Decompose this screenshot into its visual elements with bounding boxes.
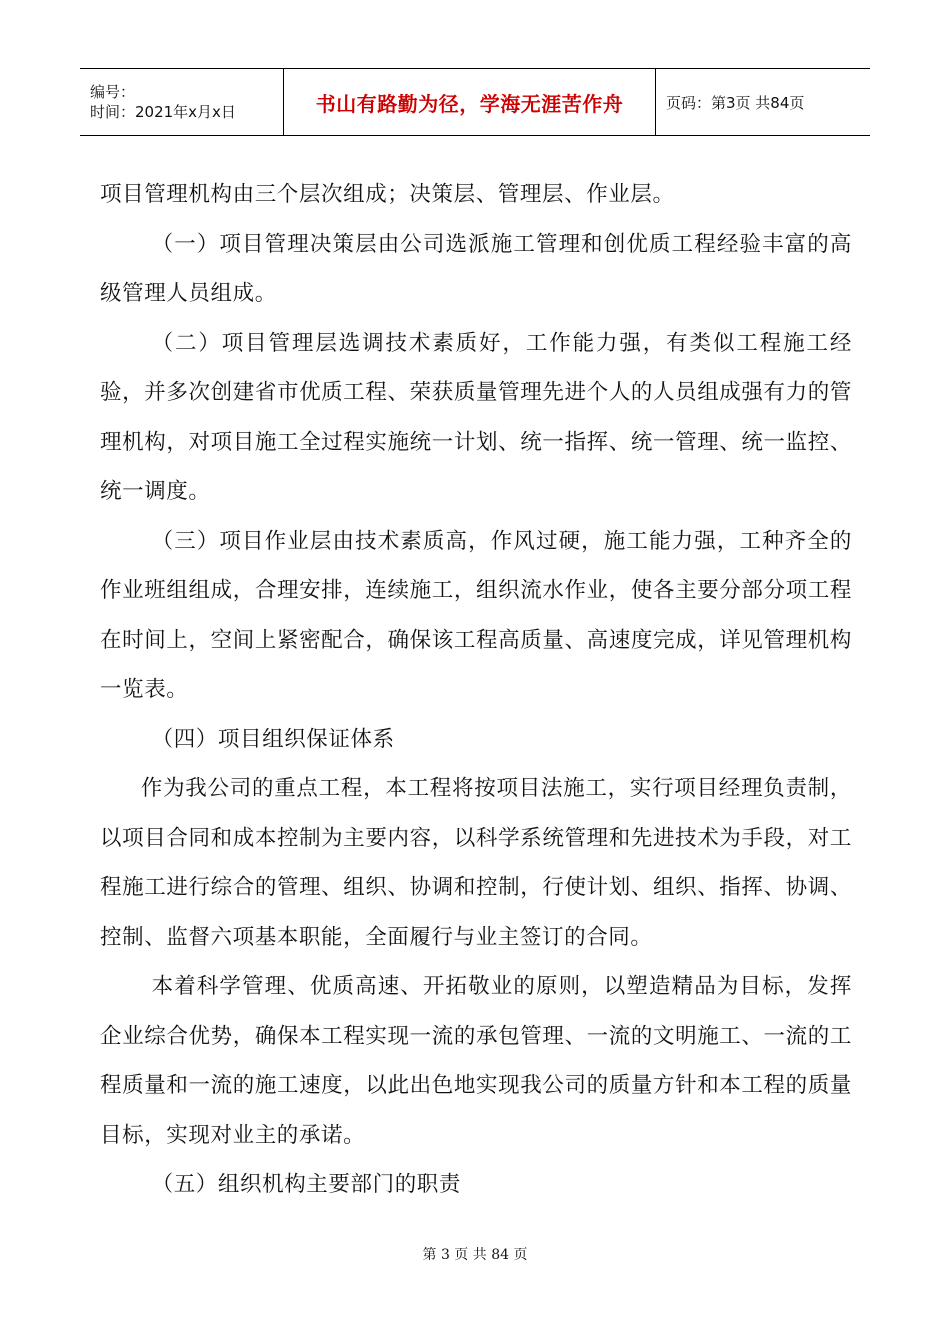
header-motto [284, 69, 656, 135]
paragraph-heading-department-duties: （五）组织机构主要部门的职责 [151, 1172, 461, 1197]
paragraph-decision-layer: （一）项目管理决策层由公司选派施工管理和创优质工程经验丰富的高级管理人员组成。 [100, 231, 852, 306]
paragraph-key-project: 作为我公司的重点工程，本工程将按项目法施工，实行项目经理负责制，以项目合同和成本控制为主要内容，以科学系统管理和先进技术为手段，对工程施工进行综合的管理、组织、协调和控制，行使计划、组织、指挥、协调、控制、监督六项基本职能，全面履行与业主签订的合同。 [100, 776, 852, 950]
page-header [80, 68, 870, 136]
document-body [100, 170, 852, 1210]
paragraph-principles: 本着科学管理、优质高速、开拓敬业的原则，以塑造精品为目标，发挥企业综合优势，确保本工程实现一流的承包管理、一流的文明施工、一流的工程质量和一流的施工速度，以此出色地实现我公司的质量方针和本工程的质量目标，实现对业主的承诺。 [100, 974, 852, 1148]
motto-text: 书山有路勤为径，学海无涯苦作舟 [315, 91, 624, 116]
header-meta [80, 69, 284, 135]
paragraph-intro: 项目管理机构由三个层次组成；决策层、管理层、作业层。 [100, 182, 675, 207]
paragraph-operation-layer: （三）项目作业层由技术素质高，作风过硬，施工能力强，工种齐全的作业班组组成，合理安排，连续施工，组织流水作业，使各主要分部分项工程在时间上，空间上紧密配合，确保该工程高质量、高速度完成，详见管理机构一览表。 [100, 528, 852, 702]
document-number-label: 编号： [90, 83, 136, 101]
paragraph-heading-guarantee-system: （四）项目组织保证体系 [151, 726, 395, 752]
page-number-label: 页码：第3页 共84页 [666, 93, 805, 112]
document-date-label: 时间：2021年x月x日 [90, 103, 236, 121]
page-footer [0, 1244, 950, 1264]
paragraph-management-layer: （二）项目管理层选调技术素质好，工作能力强，有类似工程施工经验，并多次创建省市优质工程、荣获质量管理先进个人的人员组成强有力的管理机构，对项目施工全过程实施统一计划、统一指挥、统一管理、统一监控、统一调度。 [100, 330, 852, 504]
footer-page-number: 第 3 页 共 84 页 [422, 1247, 528, 1263]
header-page-info [656, 69, 870, 135]
